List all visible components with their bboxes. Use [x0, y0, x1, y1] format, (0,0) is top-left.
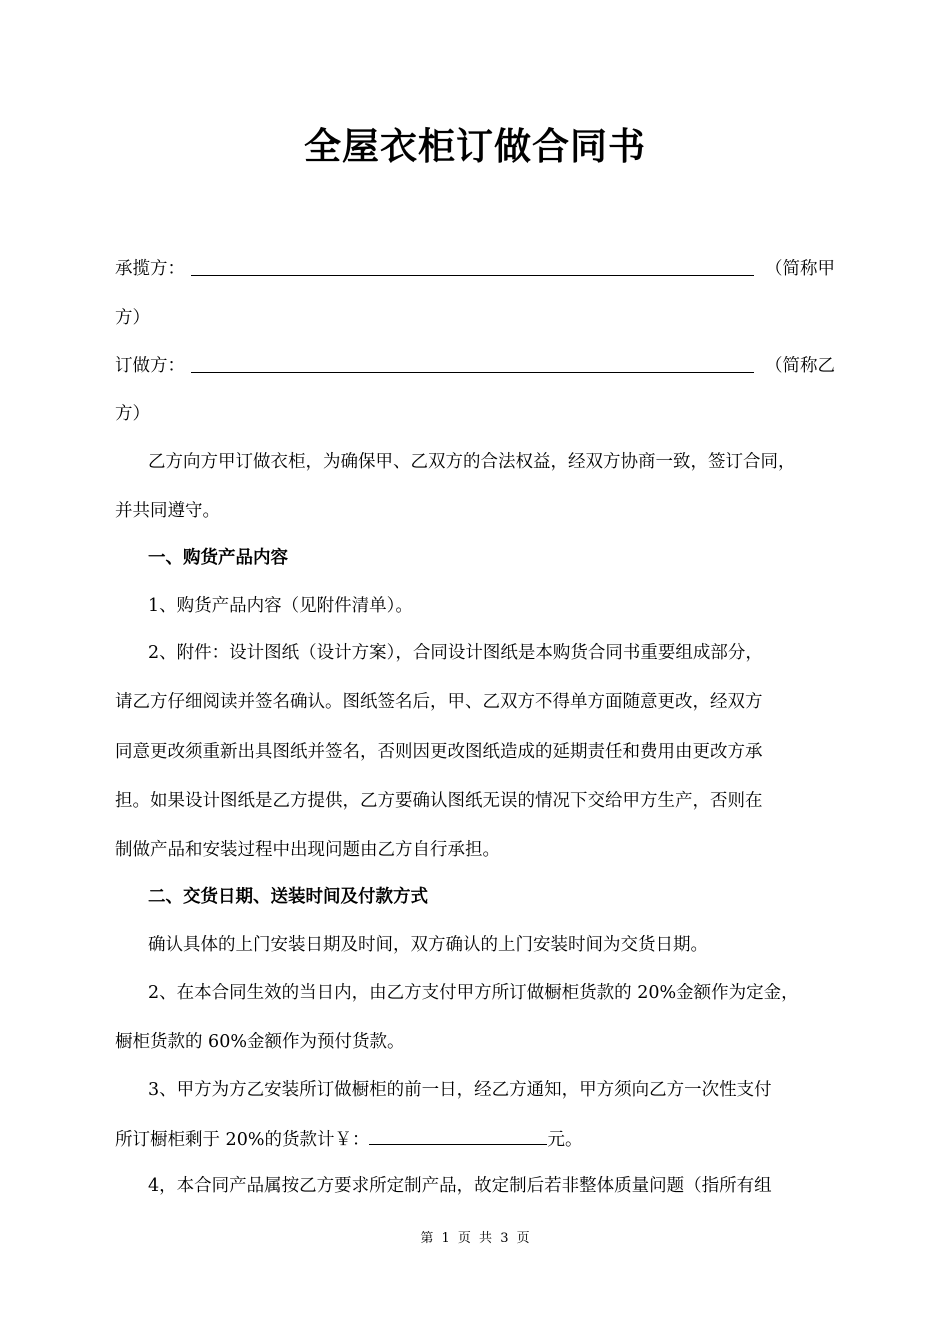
clause-text: 1、购货产品内容（见附件清单）。: [148, 596, 413, 616]
amount-blank[interactable]: [369, 1126, 547, 1145]
intro-line: 并共同遵守。: [115, 501, 220, 521]
clause-text: 4，本合同产品属按乙方要求所定制产品，故定制后若非整体质量问题（指所有组: [148, 1176, 772, 1196]
clause-text: 同意更改须重新出具图纸并签名，否则因更改图纸造成的延期责任和费用由更改方承: [115, 742, 763, 762]
clause-text: 元。: [547, 1130, 583, 1150]
clause-text: 确认具体的上门安装日期及时间，双方确认的上门安装时间为交货日期。: [148, 935, 708, 955]
party-b-label: 订做方：: [115, 356, 185, 376]
section-heading: 一、购货产品内容: [148, 548, 288, 568]
page-footer: 第 1 页 共 3 页: [420, 1231, 530, 1246]
clause-text: 2、附件：设计图纸（设计方案），合同设计图纸是本购货合同书重要组成部分，: [148, 643, 763, 663]
party-b-suffix-cont: 方）: [115, 404, 150, 424]
party-b-blank[interactable]: [191, 372, 754, 373]
clause-text: 所订橱柜剩于 20%的货款计￥：: [115, 1130, 370, 1150]
clause-text: 担。如果设计图纸是乙方提供，乙方要确认图纸无误的情况下交给甲方生产，否则在: [115, 791, 763, 811]
section-heading: 二、交货日期、送装时间及付款方式: [148, 887, 428, 907]
clause-text: 2、在本合同生效的当日内，由乙方支付甲方所订做橱柜货款的 20%金额作为定金，: [148, 983, 799, 1003]
clause-text: 制做产品和安装过程中出现问题由乙方自行承担。: [115, 840, 500, 860]
clause-text: 橱柜货款的 60%金额作为预付货款。: [115, 1032, 405, 1052]
clause-text: 请乙方仔细阅读并签名确认。图纸签名后，甲、乙双方不得单方面随意更改，经双方: [115, 692, 763, 712]
party-a-blank[interactable]: [191, 275, 754, 276]
clause-text-with-blank: [115, 1126, 582, 1153]
document-title: 全屋衣柜订做合同书: [304, 125, 646, 168]
party-b-suffix: （简称乙: [765, 356, 835, 376]
party-a-suffix-cont: 方）: [115, 308, 150, 328]
party-a-suffix: （简称甲: [765, 259, 835, 279]
party-a-label: 承揽方：: [115, 259, 185, 279]
clause-text: 3、甲方为方乙安装所订做橱柜的前一日，经乙方通知，甲方须向乙方一次性支付: [148, 1080, 772, 1100]
intro-line: 乙方向方甲订做衣柜，为确保甲、乙双方的合法权益，经双方协商一致，签订合同，: [148, 452, 796, 472]
